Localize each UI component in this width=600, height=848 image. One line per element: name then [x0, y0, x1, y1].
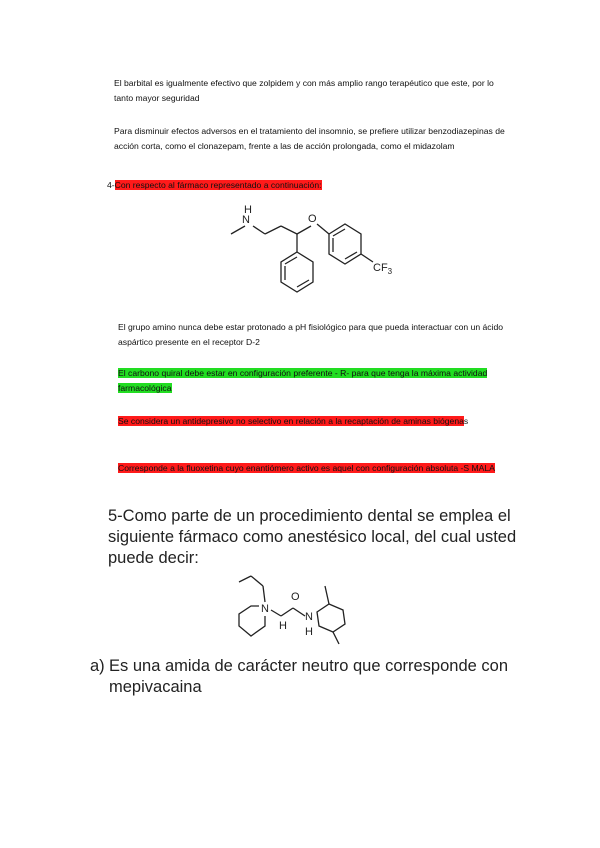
amine-h-label: H — [244, 204, 252, 216]
question-prompt-highlight: Con respecto al fármaco representado a continuación: — [114, 180, 322, 190]
ether-o-label: O — [308, 213, 317, 225]
carbonyl-o-label: O — [291, 591, 300, 603]
bond — [251, 576, 263, 586]
fluoxetine-structure — [225, 196, 445, 306]
bond — [231, 226, 245, 234]
bond — [281, 226, 297, 234]
option-a-text: Es una amida de carácter neutro que corresponde con mepivacaina — [109, 657, 508, 696]
bond — [253, 226, 265, 234]
bond — [317, 224, 329, 234]
ring-n-label: N — [261, 603, 269, 615]
paragraph-barbital: El barbital es igualmente efectivo que zolpidem y con más amplio rango terapéutico que este, por lo tanto mayor seguridad — [114, 78, 494, 103]
bond — [265, 226, 281, 234]
bond — [297, 226, 311, 234]
bond — [271, 610, 281, 616]
question-4-prompt — [107, 178, 527, 193]
bond — [281, 608, 293, 616]
option-green-highlight: El carbono quiral debe estar en configuración preferente - R- para que tenga la máxima actividad farmacológica — [118, 368, 488, 393]
anesthetic-structure — [237, 572, 377, 647]
option-red-highlight: Corresponde a la fluoxetina cuyo enantiómero activo es aquel con configuración absoluta -S MALA — [118, 463, 495, 473]
option-carbono-quiral — [118, 366, 518, 396]
option-fluoxetina — [118, 461, 520, 476]
methyl-bond — [333, 632, 339, 644]
amide-h-label: H — [305, 626, 313, 638]
aryl-ring — [329, 224, 361, 264]
amine-n-label: N — [242, 214, 250, 226]
question-number: 4- — [107, 180, 115, 190]
question-5-prompt: 5-Como parte de un procedimiento dental se emplea el siguiente fármaco como anestésico local, del cual usted puede decir: — [108, 507, 517, 567]
methyl-bond — [325, 586, 329, 604]
option-red-highlight: Se considera un antidepresivo no selectivo en relación a la recaptación de aminas biógena — [118, 416, 464, 426]
phenyl-ring — [281, 252, 313, 292]
option-tail: s — [463, 416, 469, 426]
option-antidepresivo — [118, 414, 518, 429]
bond — [361, 254, 373, 262]
option-amino: El grupo amino nunca debe estar protonado a pH fisiológico para que pueda interactuar con un ácido aspártico presente en el receptor D-2 — [118, 322, 504, 347]
cf3-label: $CF_3$ — [373, 262, 393, 276]
option-a-marker: a) — [90, 657, 105, 675]
option-a — [90, 656, 520, 698]
paragraph-insomnio: Para disminuir efectos adversos en el tratamiento del insomnio, se prefiere utilizar benzodiazepinas de acción corta, como el clonazepam, frente a las de acción prolongada, como el midazolam — [114, 126, 505, 151]
bond — [293, 608, 305, 616]
bond — [263, 586, 265, 602]
stereo-h-label: H — [279, 620, 287, 632]
bond — [239, 576, 251, 582]
amide-n-label: N — [305, 611, 313, 623]
xylyl-ring — [317, 604, 345, 632]
